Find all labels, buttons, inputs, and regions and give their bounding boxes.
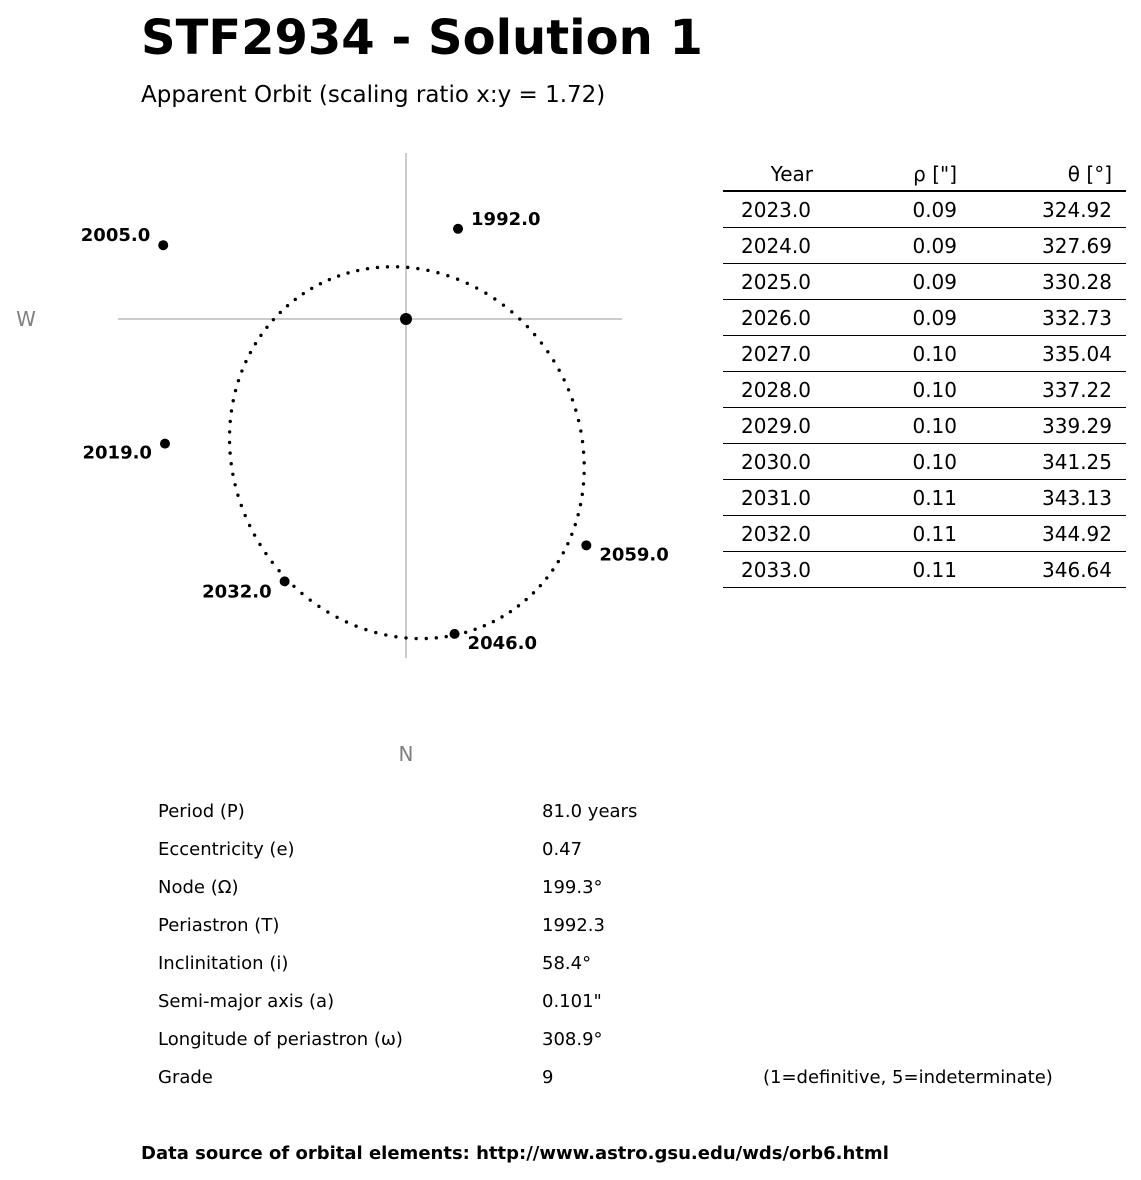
orbit-dot <box>319 282 322 285</box>
orbit-dot <box>483 624 486 627</box>
orbit-dot <box>456 278 459 281</box>
orbit-dot <box>526 325 529 328</box>
cell-theta: 346.64 <box>1042 558 1112 582</box>
orbit-dot <box>253 533 256 536</box>
orbit-dot <box>317 605 320 608</box>
cell-theta: 344.92 <box>1042 522 1112 546</box>
orbit-dot <box>228 441 231 444</box>
cell-year: 2032.0 <box>741 522 811 546</box>
orbit-dot <box>445 635 448 638</box>
orbit-dot <box>396 265 399 268</box>
orbit-dot <box>376 266 379 269</box>
cell-year: 2030.0 <box>741 450 811 474</box>
orbit-dot <box>232 399 235 402</box>
orbit-dot <box>237 379 240 382</box>
ephemeris-header <box>723 156 1126 192</box>
cell-rho: 0.09 <box>912 270 957 294</box>
orbit-dot <box>249 351 252 354</box>
header-theta: θ [°] <box>1067 162 1112 186</box>
orbit-dot <box>240 504 243 507</box>
cell-year: 2026.0 <box>741 306 811 330</box>
orbit-dot <box>337 274 340 277</box>
element-value: 1992.3 <box>542 915 605 936</box>
epoch-point <box>160 439 170 449</box>
header-rho: ρ ["] <box>913 162 957 186</box>
orbit-dot <box>502 303 505 306</box>
orbit-dot <box>384 633 387 636</box>
ephemeris-row <box>723 372 1126 408</box>
orbit-dot <box>272 318 275 321</box>
cell-rho: 0.11 <box>912 486 957 510</box>
cell-year: 2028.0 <box>741 378 811 402</box>
orbit-dot <box>258 543 261 546</box>
orbit-dot <box>492 620 495 623</box>
orbit-dot <box>579 429 582 432</box>
north-label: N <box>398 742 414 766</box>
page-title: STF2934 - Solution 1 <box>141 10 703 66</box>
orbit-dot <box>244 360 247 363</box>
orbit-dot <box>228 451 231 454</box>
element-value: 0.47 <box>542 839 583 860</box>
orbit-dot <box>435 636 438 639</box>
orbit-dot <box>234 389 237 392</box>
orbit-dot <box>404 636 407 639</box>
cell-year: 2023.0 <box>741 198 811 222</box>
epoch-label: 1992.0 <box>471 208 541 230</box>
orbit-dot <box>567 388 570 391</box>
orbit-dot <box>345 620 348 623</box>
element-value: 308.9° <box>542 1029 603 1050</box>
orbit-dot <box>271 561 274 564</box>
ephemeris-table <box>723 156 1126 588</box>
orbit-dot <box>259 334 262 337</box>
orbit-dot <box>300 592 303 595</box>
orbit-dot <box>582 461 585 464</box>
orbit-dot <box>551 568 554 571</box>
orbit-dot <box>416 267 419 270</box>
cell-rho: 0.10 <box>912 414 957 438</box>
epoch-point <box>581 540 591 550</box>
ephemeris-row <box>723 408 1126 444</box>
cell-theta: 341.25 <box>1042 450 1112 474</box>
orbit-dot <box>386 265 389 268</box>
element-label: Eccentricity (e) <box>158 839 295 860</box>
data-source-footer: Data source of orbital elements: http://www.astro.gsu.edu/wds/orb6.html <box>141 1143 889 1164</box>
epoch-label: 2005.0 <box>80 225 151 247</box>
orbit-dot <box>571 398 574 401</box>
orbit-dot <box>294 298 297 301</box>
epoch-point <box>280 576 290 586</box>
orbit-dot <box>562 551 565 554</box>
orbit-dot <box>532 591 535 594</box>
orbit-dot <box>394 635 397 638</box>
orbit-dot <box>574 408 577 411</box>
cell-theta: 335.04 <box>1042 342 1112 366</box>
west-label: W <box>16 307 36 331</box>
orbit-dot <box>254 342 257 345</box>
cell-rho: 0.11 <box>912 522 957 546</box>
epoch-point <box>450 629 460 639</box>
orbit-dot <box>500 615 503 618</box>
cell-theta: 337.22 <box>1042 378 1112 402</box>
orbit-dot <box>475 286 478 289</box>
cell-year: 2033.0 <box>741 558 811 582</box>
cell-year: 2027.0 <box>741 342 811 366</box>
orbit-dot <box>518 317 521 320</box>
orbit-dot <box>335 616 338 619</box>
orbit-dot <box>243 514 246 517</box>
orbit-dot <box>484 292 487 295</box>
element-label: Node (Ω) <box>158 877 239 898</box>
orbit-dot <box>286 304 289 307</box>
cell-theta: 324.92 <box>1042 198 1112 222</box>
orbit-dot <box>326 610 329 613</box>
orbit-dot <box>581 493 584 496</box>
cell-rho: 0.09 <box>912 306 957 330</box>
element-label: Inclinitation (i) <box>158 953 289 974</box>
element-value: 58.4° <box>542 953 592 974</box>
cell-year: 2025.0 <box>741 270 811 294</box>
orbit-dot <box>473 628 476 631</box>
element-value: 0.101" <box>542 991 602 1012</box>
orbit-dot <box>466 282 469 285</box>
epoch-label: 2019.0 <box>82 442 152 464</box>
orbit-dot <box>240 369 243 372</box>
orbit-dot <box>517 604 520 607</box>
ephemeris-row <box>723 336 1126 372</box>
orbit-dot <box>557 560 560 563</box>
cell-year: 2031.0 <box>741 486 811 510</box>
element-label: Longitude of periastron (ω) <box>158 1029 403 1050</box>
orbit-dot <box>524 598 527 601</box>
element-value: 81.0 years <box>542 801 638 822</box>
ephemeris-row <box>723 480 1126 516</box>
orbit-dot <box>539 584 542 587</box>
page-subtitle: Apparent Orbit (scaling ratio x:y = 1.72) <box>141 82 606 108</box>
cell-theta: 332.73 <box>1042 306 1112 330</box>
orbit-dot <box>425 637 428 640</box>
ephemeris-body <box>723 192 1126 588</box>
orbit-dot <box>228 430 231 433</box>
orbit-dot <box>230 409 233 412</box>
orbit-dot <box>446 274 449 277</box>
orbit-dot <box>533 333 536 336</box>
orbit-dot <box>364 628 367 631</box>
element-label: Period (P) <box>158 801 245 822</box>
orbit-dot <box>356 269 359 272</box>
orbit-dot <box>570 533 573 536</box>
orbit-dot <box>406 266 409 269</box>
cell-rho: 0.09 <box>912 198 957 222</box>
element-label: Grade <box>158 1067 213 1088</box>
cell-theta: 330.28 <box>1042 270 1112 294</box>
orbit-dot <box>552 359 555 362</box>
cell-rho: 0.10 <box>912 342 957 366</box>
element-value: 199.3° <box>542 877 603 898</box>
orbit-dot <box>581 440 584 443</box>
cell-year: 2029.0 <box>741 414 811 438</box>
cell-year: 2024.0 <box>741 234 811 258</box>
element-label: Semi-major axis (a) <box>158 991 335 1012</box>
orbit-dot <box>236 494 239 497</box>
orbit-dot <box>302 292 305 295</box>
orbit-dot <box>230 462 233 465</box>
orbit-dot <box>493 297 496 300</box>
orbit-dot <box>309 598 312 601</box>
epoch-point <box>453 224 463 234</box>
ephemeris-row <box>723 444 1126 480</box>
orbit-dot <box>540 341 543 344</box>
cell-rho: 0.11 <box>912 558 957 582</box>
cell-rho: 0.09 <box>912 234 957 258</box>
orbit-dot <box>328 278 331 281</box>
orbit-dot <box>248 524 251 527</box>
orbit-dot <box>426 269 429 272</box>
epoch-label: 2059.0 <box>599 544 669 566</box>
orbit-dot <box>582 472 585 475</box>
orbit-dot <box>574 523 577 526</box>
orbit-dot <box>277 569 280 572</box>
cell-rho: 0.10 <box>912 378 957 402</box>
element-value: 9 <box>542 1067 554 1088</box>
orbit-dot <box>229 420 232 423</box>
orbit-dot <box>436 271 439 274</box>
cell-rho: 0.10 <box>912 450 957 474</box>
orbit-dot <box>579 503 582 506</box>
orbit-dot <box>582 451 585 454</box>
cell-theta: 343.13 <box>1042 486 1112 510</box>
orbit-dot <box>233 483 236 486</box>
orbit-dot <box>231 473 234 476</box>
orbit-dot <box>562 378 565 381</box>
ephemeris-row <box>723 300 1126 336</box>
orbit-dot <box>566 542 569 545</box>
orbit-dot <box>546 350 549 353</box>
epoch-point <box>158 240 168 250</box>
epoch-label: 2046.0 <box>467 632 538 654</box>
ephemeris-row <box>723 552 1126 588</box>
orbit-dot <box>366 267 369 270</box>
orbit-dot <box>576 513 579 516</box>
ephemeris-row <box>723 228 1126 264</box>
orbit-dot <box>414 637 417 640</box>
orbit-dot <box>264 552 267 555</box>
orbit-dot <box>582 482 585 485</box>
element-note: (1=definitive, 5=indeterminate) <box>763 1067 1053 1088</box>
ephemeris-row <box>723 264 1126 300</box>
ephemeris-row <box>723 516 1126 552</box>
orbit-dot <box>509 610 512 613</box>
orbit-dot <box>510 310 513 313</box>
ephemeris-row <box>723 192 1126 228</box>
cell-theta: 339.29 <box>1042 414 1112 438</box>
orbit-dot <box>310 287 313 290</box>
primary-star <box>400 313 412 325</box>
orbit-dot <box>577 419 580 422</box>
orbit-dot <box>354 624 357 627</box>
orbit-dot <box>557 369 560 372</box>
cell-theta: 327.69 <box>1042 234 1112 258</box>
element-label: Periastron (T) <box>158 915 280 936</box>
orbit-dot <box>545 576 548 579</box>
orbit-dot <box>374 631 377 634</box>
epoch-label: 2032.0 <box>202 581 272 603</box>
orbit-dot <box>279 311 282 314</box>
orbit-dot <box>292 585 295 588</box>
header-year: Year <box>770 162 813 186</box>
orbit-dot <box>265 326 268 329</box>
orbit-dot <box>346 271 349 274</box>
